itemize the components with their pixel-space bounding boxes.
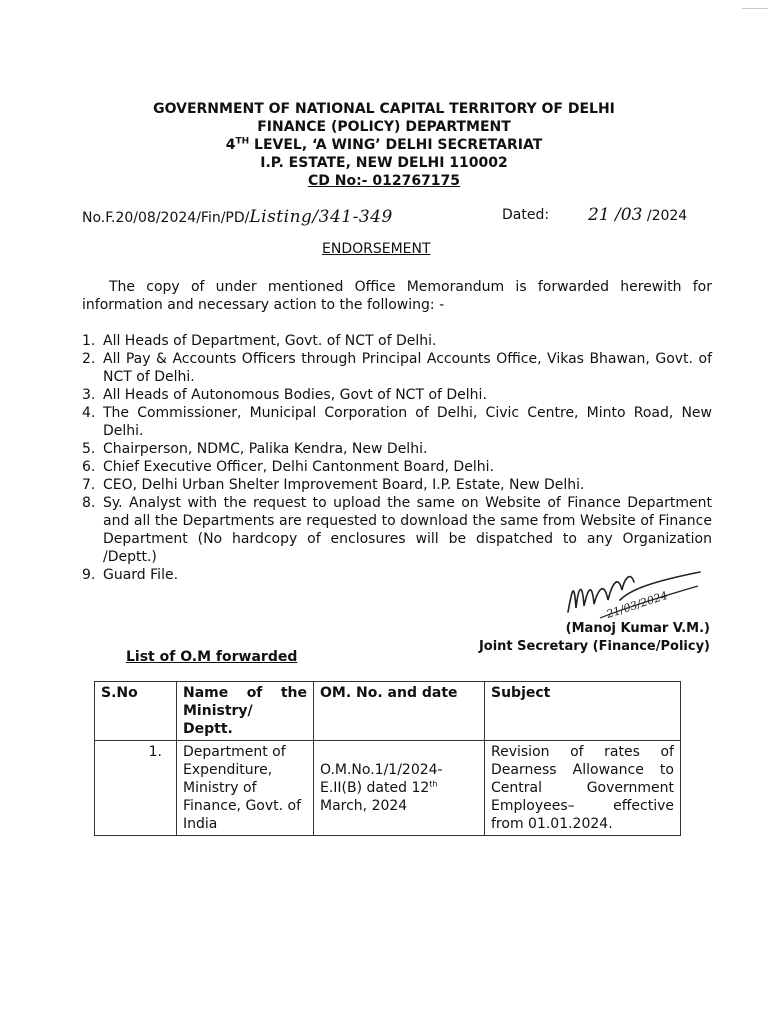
header-department: FINANCE (POLICY) DEPARTMENT <box>257 119 511 135</box>
cell-sno: 1. <box>95 741 177 836</box>
list-item: 7. CEO, Delhi Urban Shelter Improvement Board, I.P. Estate, New Delhi. <box>82 477 585 493</box>
header-subject: Subject <box>485 682 681 741</box>
header-address: I.P. ESTATE, NEW DELHI 110002 <box>260 155 508 171</box>
letterhead <box>100 100 668 190</box>
header-ministry: Name of the Ministry/ Deptt. <box>177 682 314 741</box>
cell-subject: Revision of rates of Dearness Allowance to Central Government Employees– effective from 01.01.2024. <box>485 741 681 836</box>
handwritten-signature <box>560 560 710 624</box>
list-item: 1. All Heads of Department, Govt. of NCT of Delhi. <box>82 333 437 349</box>
list-item: 8. Sy. Analyst with the request to upload the same on Website of Finance Department and all the Departments are requested to download the same from Website of Finance Department (No hardcopy of enclosures will be dispatched to any Organization /Deptt.) <box>82 495 712 565</box>
list-item: 4. The Commissioner, Municipal Corporation of Delhi, Civic Centre, Minto Road, New Delhi. <box>82 405 712 439</box>
date-year: /2024 <box>642 208 688 224</box>
endorsement-title: ENDORSEMENT <box>322 241 431 257</box>
file-number-printed: No.F.20/08/2024/Fin/PD/ <box>82 210 250 226</box>
signatory-block <box>440 620 710 656</box>
table-row <box>95 741 681 836</box>
date-handwritten: 21 /03 <box>588 205 643 225</box>
file-number <box>82 207 393 227</box>
table-header-row <box>95 682 681 741</box>
list-item: 2. All Pay & Accounts Officers through Principal Accounts Office, Vikas Bhawan, Govt. of NCT of Delhi. <box>82 351 712 385</box>
om-list-title: List of O.M forwarded <box>126 649 298 665</box>
header-government: GOVERNMENT OF NATIONAL CAPITAL TERRITORY OF DELHI <box>153 101 615 117</box>
om-table <box>94 681 681 836</box>
signatory-designation: Joint Secretary (Finance/Policy) <box>478 639 710 654</box>
header-level: 4TH LEVEL, ‘A WING’ DELHI SECRETARIAT <box>225 136 543 153</box>
scan-edge-line <box>742 8 768 9</box>
header-om-no: OM. No. and date <box>314 682 485 741</box>
header-sno: S.No <box>95 682 177 741</box>
svg-text:21/03/2024: 21/03/2024 <box>604 588 670 621</box>
recipient-list <box>82 332 712 584</box>
dated-label: Dated: <box>502 207 550 223</box>
header-cd-number: CD No:- 012767175 <box>307 173 461 189</box>
signatory-name: (Manoj Kumar V.M.) <box>565 621 710 636</box>
file-number-handwritten: Listing/341-349 <box>249 207 393 227</box>
list-item: 9. Guard File. <box>82 567 179 583</box>
cell-ministry: Department of Expenditure, Ministry of Finance, Govt. of India <box>177 741 314 836</box>
intro-paragraph: The copy of under mentioned Office Memorandum is forwarded herewith for information and necessary action to the following: - <box>82 279 712 313</box>
list-item: 5. Chairperson, NDMC, Palika Kendra, New Delhi. <box>82 441 428 457</box>
list-item: 3. All Heads of Autonomous Bodies, Govt of NCT of Delhi. <box>82 387 487 403</box>
date-value <box>588 205 687 225</box>
cell-om-no: O.M.No.1/1/2024-E.II(B) dated 12th March, 2024 <box>314 741 485 836</box>
list-item: 6. Chief Executive Officer, Delhi Cantonment Board, Delhi. <box>82 459 494 475</box>
